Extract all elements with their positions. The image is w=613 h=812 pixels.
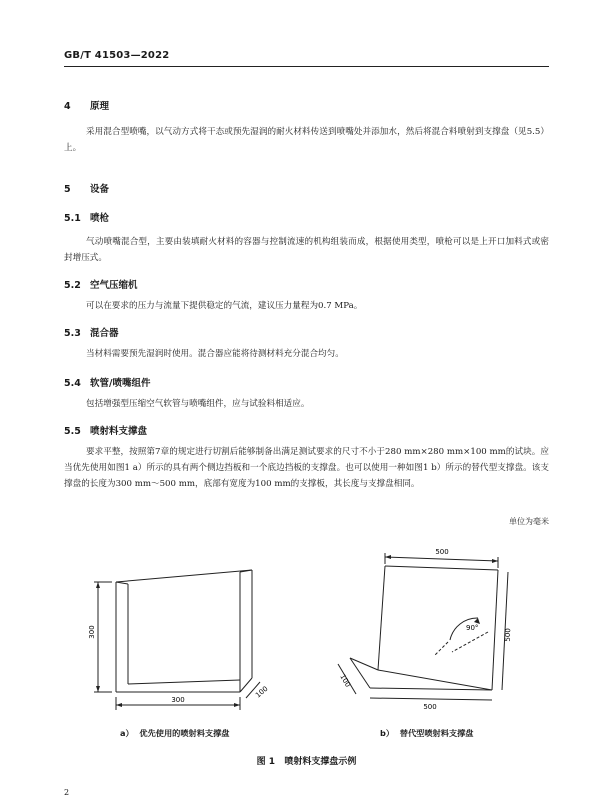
figure-title-text: 喷射料支撑盘示例	[284, 757, 357, 767]
dim-b-top: 500	[435, 548, 449, 556]
caption-label: b）	[380, 728, 395, 738]
gun-paragraph: 气动喷嘴混合型，主要由装填耐火材料的容器与控制流速的机构组装而成，根据使用类型，喷枪可以是上开口加料式或密封增压式。	[64, 237, 549, 263]
compressor-paragraph: 可以在要求的压力与流量下提供稳定的气流，建议压力量程为0.7 MPa。	[86, 301, 363, 311]
section-number: 5.5	[64, 426, 81, 437]
figure-title	[0, 754, 613, 767]
dim-a-depth: 100	[254, 684, 270, 700]
section-number: 4	[64, 101, 71, 112]
section-number: 5.1	[64, 213, 81, 224]
caption-text: 替代型喷射料支撑盘	[399, 728, 474, 738]
section-title: 软管/喷嘴组件	[90, 378, 151, 389]
figure-b-alternative-tray	[330, 540, 530, 720]
caption-label: a）	[120, 728, 134, 738]
section-5-heading	[64, 181, 109, 195]
tray-a-top-edge	[116, 570, 252, 582]
header-rule	[64, 66, 549, 67]
page-number: 2	[64, 788, 70, 797]
tray-paragraph: 要求平整，按照第7章的规定进行切割后能够制备出满足测试要求的尺寸不小于280 mm×280 mm×100 mm的试块。应当优先使用如图1 a）所示的具有两个侧边挡板和一个底边挡板的支撑盘。也可以使用一种如图1 b）所示的替代型支撑盘。该支撑盘的长度为300 mm～500 mm，底部有宽度为100 mm的支撑板，其长度与支撑盘相同。	[64, 447, 549, 489]
tray-b-top-edge	[385, 566, 498, 570]
section-title: 喷枪	[90, 213, 110, 224]
section-title: 喷射料支撑盘	[90, 426, 148, 437]
figure-a-caption	[120, 728, 230, 739]
section-5-4-heading	[64, 375, 150, 389]
section-number: 5.2	[64, 280, 81, 291]
caption-text: 优先使用的喷射料支撑盘	[139, 728, 230, 738]
dim-a-width: 300	[171, 696, 185, 704]
section-4-heading	[64, 98, 109, 112]
section-title: 设备	[90, 184, 110, 195]
dim-a-height: 300	[88, 625, 96, 639]
standard-number: GB/T 41503—2022	[64, 50, 170, 61]
principle-paragraph: 采用混合型喷嘴，以气动方式将干态或预先湿润的耐火材料传送到喷嘴处并添加水，然后将混合料喷射到支撑盘（见5.5）上。	[64, 127, 549, 153]
figure-b-caption	[380, 728, 473, 739]
section-number: 5.3	[64, 328, 81, 339]
section-number: 5.4	[64, 378, 81, 389]
section-5-2-heading	[64, 277, 138, 291]
figure-a-preferred-tray	[80, 550, 280, 710]
figure-label: 图 1	[256, 757, 275, 767]
dim-b-side: 500	[503, 628, 513, 642]
section-title: 空气压缩机	[90, 280, 138, 291]
section-5-1-heading	[64, 210, 109, 224]
mixer-paragraph: 当材料需要预先湿润时使用。混合器应能将待测材料充分混合均匀。	[86, 349, 344, 359]
section-5-3-heading	[64, 325, 119, 339]
section-title: 原理	[90, 101, 110, 112]
section-5-5-heading	[64, 423, 147, 437]
dim-b-bottom: 500	[423, 703, 437, 711]
section-title: 混合器	[90, 328, 119, 339]
dim-b-depth: 100	[338, 673, 352, 689]
angle-label: 90°	[466, 624, 479, 632]
section-number: 5	[64, 184, 71, 195]
unit-note: 单位为毫米	[509, 517, 549, 526]
hose-paragraph: 包括增强型压缩空气软管与喷嘴组件，应与试验料相适应。	[86, 399, 310, 409]
